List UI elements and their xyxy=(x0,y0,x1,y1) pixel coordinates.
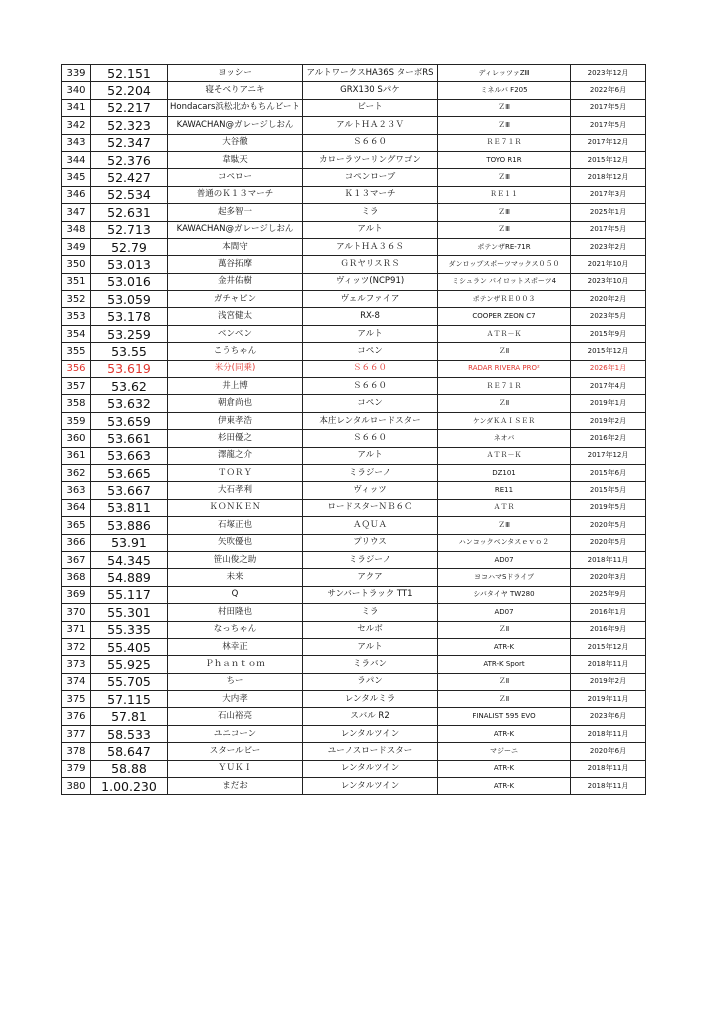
driver-name-cell: ＫＯＮＫＥＮ xyxy=(168,499,303,516)
lap-time-cell: 53.178 xyxy=(91,308,168,325)
table-row xyxy=(62,604,646,621)
table-row xyxy=(62,186,646,203)
rank-cell: 341 xyxy=(62,99,91,116)
car-model-cell: ミラバン xyxy=(303,656,438,673)
car-model-cell: ビート xyxy=(303,99,438,116)
car-model-cell: レンタルミラ xyxy=(303,691,438,708)
date-cell: 2020年2月 xyxy=(571,291,646,308)
table-row xyxy=(62,760,646,777)
driver-name-cell: 伊東孝浩 xyxy=(168,412,303,429)
tire-cell: ＺⅡ xyxy=(438,691,571,708)
car-model-cell: プリウス xyxy=(303,534,438,551)
tire-cell: ケンダＫＡＩＳＥＲ xyxy=(438,412,571,429)
car-model-cell: カローラツーリングワゴン xyxy=(303,151,438,168)
tire-cell: COOPER ZEON C7 xyxy=(438,308,571,325)
table-row xyxy=(62,343,646,360)
table-row xyxy=(62,534,646,551)
driver-name-cell: Ｐｈａｎｔｏｍ xyxy=(168,656,303,673)
table-row xyxy=(62,325,646,342)
table-row xyxy=(62,464,646,481)
tire-cell: ハンコックベンタスｅｖｏ２ xyxy=(438,534,571,551)
table-row xyxy=(62,656,646,673)
tire-cell: ミネルバ F205 xyxy=(438,82,571,99)
rank-cell: 368 xyxy=(62,569,91,586)
table-row xyxy=(62,569,646,586)
car-model-cell: Ｓ６６０ xyxy=(303,134,438,151)
tire-cell: RE11 xyxy=(438,482,571,499)
driver-name-cell: 金井佑樹 xyxy=(168,273,303,290)
driver-name-cell: ユニコーン xyxy=(168,725,303,742)
date-cell: 2016年1月 xyxy=(571,604,646,621)
rank-cell: 361 xyxy=(62,447,91,464)
rank-cell: 377 xyxy=(62,725,91,742)
car-model-cell: アルト xyxy=(303,447,438,464)
driver-name-cell: 石山裕亮 xyxy=(168,708,303,725)
driver-name-cell: 矢吹優也 xyxy=(168,534,303,551)
rank-cell: 373 xyxy=(62,656,91,673)
tire-cell: ダンロップスポーツマックス０５０ xyxy=(438,256,571,273)
lap-time-cell: 53.55 xyxy=(91,343,168,360)
tire-cell: ＺⅢ xyxy=(438,221,571,238)
car-model-cell: サンバートラック TT1 xyxy=(303,586,438,603)
table-row xyxy=(62,169,646,186)
rank-cell: 354 xyxy=(62,325,91,342)
car-model-cell: ヴィッツ(NCP91) xyxy=(303,273,438,290)
tire-cell: ＺⅡ xyxy=(438,343,571,360)
lap-time-cell: 52.79 xyxy=(91,238,168,255)
rank-cell: 360 xyxy=(62,430,91,447)
table-row xyxy=(62,743,646,760)
date-cell: 2020年6月 xyxy=(571,743,646,760)
lap-time-cell: 58.533 xyxy=(91,725,168,742)
table-row xyxy=(62,778,646,795)
tire-cell: ＺⅢ xyxy=(438,204,571,221)
date-cell: 2021年10月 xyxy=(571,256,646,273)
driver-name-cell: 米分(同乗) xyxy=(168,360,303,377)
table-row xyxy=(62,412,646,429)
lap-time-cell: 53.619 xyxy=(91,360,168,377)
lap-time-cell: 57.115 xyxy=(91,691,168,708)
lap-time-cell: 53.886 xyxy=(91,517,168,534)
table-row xyxy=(62,221,646,238)
table-row xyxy=(62,134,646,151)
tire-cell: ポテンザＲＥ００３ xyxy=(438,291,571,308)
driver-name-cell: 寝そべりアニキ xyxy=(168,82,303,99)
table-row xyxy=(62,708,646,725)
tire-cell: RADAR RIVERA PRO² xyxy=(438,360,571,377)
date-cell: 2018年11月 xyxy=(571,551,646,568)
rank-cell: 359 xyxy=(62,412,91,429)
tire-cell: ATR-K Sport xyxy=(438,656,571,673)
lap-time-cell: 58.88 xyxy=(91,760,168,777)
tire-cell: ＺⅡ xyxy=(438,673,571,690)
driver-name-cell: 笹山俊之助 xyxy=(168,551,303,568)
date-cell: 2019年1月 xyxy=(571,395,646,412)
tire-cell: ＡＴＲ－Ｋ xyxy=(438,325,571,342)
car-model-cell: レンタルツイン xyxy=(303,778,438,795)
car-model-cell: アルト xyxy=(303,638,438,655)
driver-name-cell: 朝倉尚也 xyxy=(168,395,303,412)
tire-cell: ATR-K xyxy=(438,638,571,655)
date-cell: 2017年5月 xyxy=(571,117,646,134)
rank-cell: 365 xyxy=(62,517,91,534)
rank-cell: 344 xyxy=(62,151,91,168)
tire-cell: ディレッツァZⅢ xyxy=(438,65,571,82)
tire-cell: ＺⅢ xyxy=(438,169,571,186)
car-model-cell: レンタルツイン xyxy=(303,760,438,777)
lap-time-cell: 52.204 xyxy=(91,82,168,99)
table-row xyxy=(62,308,646,325)
car-model-cell: ミラ xyxy=(303,604,438,621)
tire-cell: シバタイヤ TW280 xyxy=(438,586,571,603)
date-cell: 2016年2月 xyxy=(571,430,646,447)
driver-name-cell: 普通のＫ１３マーチ xyxy=(168,186,303,203)
driver-name-cell: ヨッシー xyxy=(168,65,303,82)
date-cell: 2017年12月 xyxy=(571,447,646,464)
rank-cell: 366 xyxy=(62,534,91,551)
driver-name-cell: こうちゃん xyxy=(168,343,303,360)
lap-time-cell: 53.811 xyxy=(91,499,168,516)
car-model-cell: ラパン xyxy=(303,673,438,690)
rank-cell: 349 xyxy=(62,238,91,255)
driver-name-cell: Hondacars浜松北かもちんビート xyxy=(168,99,303,116)
date-cell: 2026年1月 xyxy=(571,360,646,377)
rank-cell: 345 xyxy=(62,169,91,186)
driver-name-cell: KAWACHAN@ガレージしおん xyxy=(168,117,303,134)
table-row xyxy=(62,638,646,655)
date-cell: 2015年12月 xyxy=(571,151,646,168)
lap-time-cell: 53.259 xyxy=(91,325,168,342)
driver-name-cell: ＴＯＲＹ xyxy=(168,464,303,481)
car-model-cell: ヴェルファイア xyxy=(303,291,438,308)
date-cell: 2020年3月 xyxy=(571,569,646,586)
date-cell: 2015年5月 xyxy=(571,482,646,499)
driver-name-cell: 本間守 xyxy=(168,238,303,255)
date-cell: 2023年5月 xyxy=(571,308,646,325)
car-model-cell: アルト xyxy=(303,325,438,342)
driver-name-cell: 大内孝 xyxy=(168,691,303,708)
car-model-cell: Ｓ６６０ xyxy=(303,430,438,447)
rank-cell: 351 xyxy=(62,273,91,290)
car-model-cell: Ｓ６６０ xyxy=(303,360,438,377)
car-model-cell: ミラジーノ xyxy=(303,551,438,568)
rank-cell: 378 xyxy=(62,743,91,760)
lap-time-cell: 52.323 xyxy=(91,117,168,134)
driver-name-cell: 大谷徹 xyxy=(168,134,303,151)
date-cell: 2018年11月 xyxy=(571,778,646,795)
rank-cell: 370 xyxy=(62,604,91,621)
driver-name-cell: 萬谷拓摩 xyxy=(168,256,303,273)
driver-name-cell: ちー xyxy=(168,673,303,690)
car-model-cell: セルボ xyxy=(303,621,438,638)
car-model-cell: アクア xyxy=(303,569,438,586)
lap-time-cell: 53.661 xyxy=(91,430,168,447)
table-row xyxy=(62,82,646,99)
date-cell: 2023年12月 xyxy=(571,65,646,82)
table-row xyxy=(62,238,646,255)
car-model-cell: 本庄レンタルロードスター xyxy=(303,412,438,429)
car-model-cell: Ｋ１３マーチ xyxy=(303,186,438,203)
car-model-cell: ロードスターＮＢ６Ｃ xyxy=(303,499,438,516)
table-row xyxy=(62,378,646,395)
date-cell: 2023年10月 xyxy=(571,273,646,290)
driver-name-cell: KAWACHAN@ガレージしおん xyxy=(168,221,303,238)
lap-time-cell: 55.405 xyxy=(91,638,168,655)
date-cell: 2020年5月 xyxy=(571,517,646,534)
lap-time-cell: 53.665 xyxy=(91,464,168,481)
lap-time-cell: 55.705 xyxy=(91,673,168,690)
lap-time-cell: 57.81 xyxy=(91,708,168,725)
car-model-cell: コペンローブ xyxy=(303,169,438,186)
driver-name-cell: 澤龍之介 xyxy=(168,447,303,464)
rank-cell: 376 xyxy=(62,708,91,725)
lap-time-cell: 52.713 xyxy=(91,221,168,238)
tire-cell: ネオバ xyxy=(438,430,571,447)
date-cell: 2023年2月 xyxy=(571,238,646,255)
table-row xyxy=(62,256,646,273)
lap-time-cell: 52.534 xyxy=(91,186,168,203)
tire-cell: ＺⅢ xyxy=(438,517,571,534)
driver-name-cell: 浅宮健太 xyxy=(168,308,303,325)
rank-cell: 340 xyxy=(62,82,91,99)
table-row xyxy=(62,360,646,377)
car-model-cell: アルトワークスHA36S ターボRS xyxy=(303,65,438,82)
tire-cell: ポテンザRE-71R xyxy=(438,238,571,255)
date-cell: 2017年12月 xyxy=(571,134,646,151)
rank-cell: 352 xyxy=(62,291,91,308)
driver-name-cell: 井上博 xyxy=(168,378,303,395)
car-model-cell: レンタルツイン xyxy=(303,725,438,742)
date-cell: 2015年12月 xyxy=(571,638,646,655)
date-cell: 2020年5月 xyxy=(571,534,646,551)
table-row xyxy=(62,725,646,742)
driver-name-cell: 石塚正也 xyxy=(168,517,303,534)
tire-cell: AD07 xyxy=(438,604,571,621)
driver-name-cell: コペロー xyxy=(168,169,303,186)
car-model-cell: GRX130 Sパケ xyxy=(303,82,438,99)
lap-time-cell: 58.647 xyxy=(91,743,168,760)
lap-time-cell: 53.91 xyxy=(91,534,168,551)
lap-time-cell: 53.013 xyxy=(91,256,168,273)
table-row xyxy=(62,273,646,290)
table-row xyxy=(62,430,646,447)
rank-cell: 362 xyxy=(62,464,91,481)
date-cell: 2025年1月 xyxy=(571,204,646,221)
car-model-cell: アルトＨＡ２３Ｖ xyxy=(303,117,438,134)
tire-cell: ＺⅡ xyxy=(438,395,571,412)
date-cell: 2018年11月 xyxy=(571,725,646,742)
rank-cell: 346 xyxy=(62,186,91,203)
tire-cell: ＺⅢ xyxy=(438,117,571,134)
lap-time-cell: 52.376 xyxy=(91,151,168,168)
lap-time-cell: 52.347 xyxy=(91,134,168,151)
date-cell: 2025年9月 xyxy=(571,586,646,603)
table-row xyxy=(62,447,646,464)
lap-time-cell: 54.889 xyxy=(91,569,168,586)
table-row xyxy=(62,673,646,690)
car-model-cell: コペン xyxy=(303,343,438,360)
lap-time-cell: 55.335 xyxy=(91,621,168,638)
car-model-cell: ＡＱＵＡ xyxy=(303,517,438,534)
table-row xyxy=(62,151,646,168)
table-row xyxy=(62,395,646,412)
driver-name-cell: まだお xyxy=(168,778,303,795)
lap-time-cell: 53.663 xyxy=(91,447,168,464)
rank-cell: 375 xyxy=(62,691,91,708)
lap-time-cell: 55.301 xyxy=(91,604,168,621)
lap-time-ranking-table xyxy=(61,64,646,795)
lap-time-cell: 55.925 xyxy=(91,656,168,673)
tire-cell: DZ101 xyxy=(438,464,571,481)
date-cell: 2019年11月 xyxy=(571,691,646,708)
tire-cell: ＲＥ７１Ｒ xyxy=(438,378,571,395)
tire-cell: ＺⅢ xyxy=(438,99,571,116)
tire-cell: ＲＥ１１ xyxy=(438,186,571,203)
driver-name-cell: 林幸正 xyxy=(168,638,303,655)
driver-name-cell: ベンベン xyxy=(168,325,303,342)
driver-name-cell: 韋駄天 xyxy=(168,151,303,168)
driver-name-cell: 村田隆也 xyxy=(168,604,303,621)
car-model-cell: アルトＨＡ３６Ｓ xyxy=(303,238,438,255)
tire-cell: ヨコハマSドライブ xyxy=(438,569,571,586)
tire-cell: FINALIST 595 EVO xyxy=(438,708,571,725)
table-row xyxy=(62,691,646,708)
rank-cell: 350 xyxy=(62,256,91,273)
car-model-cell: ＧＲヤリスＲＳ xyxy=(303,256,438,273)
driver-name-cell: 杉田優之 xyxy=(168,430,303,447)
rank-cell: 356 xyxy=(62,360,91,377)
rank-cell: 374 xyxy=(62,673,91,690)
date-cell: 2017年5月 xyxy=(571,221,646,238)
driver-name-cell: 大石孝利 xyxy=(168,482,303,499)
driver-name-cell: なっちゃん xyxy=(168,621,303,638)
lap-time-cell: 54.345 xyxy=(91,551,168,568)
lap-time-cell: 52.151 xyxy=(91,65,168,82)
rank-cell: 379 xyxy=(62,760,91,777)
car-model-cell: アルト xyxy=(303,221,438,238)
lap-time-cell: 52.631 xyxy=(91,204,168,221)
lap-time-cell: 55.117 xyxy=(91,586,168,603)
rank-cell: 380 xyxy=(62,778,91,795)
rank-cell: 371 xyxy=(62,621,91,638)
tire-cell: ATR-K xyxy=(438,760,571,777)
tire-cell: ＺⅡ xyxy=(438,621,571,638)
rank-cell: 353 xyxy=(62,308,91,325)
tire-cell: ミシュラン パイロットスポーツ4 xyxy=(438,273,571,290)
table-row xyxy=(62,204,646,221)
lap-time-cell: 1.00.230 xyxy=(91,778,168,795)
driver-name-cell: 起多智一 xyxy=(168,204,303,221)
date-cell: 2015年6月 xyxy=(571,464,646,481)
tire-cell: ATR-K xyxy=(438,725,571,742)
table-row xyxy=(62,517,646,534)
rank-cell: 342 xyxy=(62,117,91,134)
tire-cell: TOYO R1R xyxy=(438,151,571,168)
tire-cell: ATR-K xyxy=(438,778,571,795)
date-cell: 2022年6月 xyxy=(571,82,646,99)
date-cell: 2019年2月 xyxy=(571,673,646,690)
date-cell: 2017年3月 xyxy=(571,186,646,203)
lap-time-cell: 53.016 xyxy=(91,273,168,290)
rank-cell: 348 xyxy=(62,221,91,238)
table-row xyxy=(62,621,646,638)
lap-time-cell: 52.427 xyxy=(91,169,168,186)
driver-name-cell: ＹＵＫＩ xyxy=(168,760,303,777)
date-cell: 2016年9月 xyxy=(571,621,646,638)
date-cell: 2015年9月 xyxy=(571,325,646,342)
driver-name-cell: Q xyxy=(168,586,303,603)
table-row xyxy=(62,586,646,603)
date-cell: 2017年4月 xyxy=(571,378,646,395)
table-row xyxy=(62,499,646,516)
car-model-cell: ヴィッツ xyxy=(303,482,438,499)
date-cell: 2019年5月 xyxy=(571,499,646,516)
rank-cell: 372 xyxy=(62,638,91,655)
table-row xyxy=(62,117,646,134)
date-cell: 2015年12月 xyxy=(571,343,646,360)
driver-name-cell: 未来 xyxy=(168,569,303,586)
lap-time-cell: 53.659 xyxy=(91,412,168,429)
table-row xyxy=(62,99,646,116)
tire-cell: マジーニ xyxy=(438,743,571,760)
car-model-cell: ミラジーノ xyxy=(303,464,438,481)
date-cell: 2017年5月 xyxy=(571,99,646,116)
date-cell: 2023年6月 xyxy=(571,708,646,725)
rank-cell: 369 xyxy=(62,586,91,603)
car-model-cell: Ｓ６６０ xyxy=(303,378,438,395)
date-cell: 2018年11月 xyxy=(571,760,646,777)
car-model-cell: スバル R2 xyxy=(303,708,438,725)
rank-cell: 357 xyxy=(62,378,91,395)
date-cell: 2018年12月 xyxy=(571,169,646,186)
rank-cell: 339 xyxy=(62,65,91,82)
rank-cell: 355 xyxy=(62,343,91,360)
driver-name-cell: スタールビー xyxy=(168,743,303,760)
car-model-cell: ユーノスロードスター xyxy=(303,743,438,760)
table-row xyxy=(62,482,646,499)
date-cell: 2019年2月 xyxy=(571,412,646,429)
table-row xyxy=(62,291,646,308)
tire-cell: ＡＴＲ xyxy=(438,499,571,516)
lap-time-cell: 53.632 xyxy=(91,395,168,412)
car-model-cell: RX-8 xyxy=(303,308,438,325)
lap-time-cell: 52.217 xyxy=(91,99,168,116)
rank-cell: 364 xyxy=(62,499,91,516)
rank-cell: 343 xyxy=(62,134,91,151)
tire-cell: AD07 xyxy=(438,551,571,568)
lap-time-cell: 53.62 xyxy=(91,378,168,395)
rank-cell: 358 xyxy=(62,395,91,412)
tire-cell: ＲＥ７１Ｒ xyxy=(438,134,571,151)
table-row xyxy=(62,65,646,82)
ranking-table-body xyxy=(62,65,646,795)
lap-time-cell: 53.667 xyxy=(91,482,168,499)
car-model-cell: コペン xyxy=(303,395,438,412)
car-model-cell: ミラ xyxy=(303,204,438,221)
table-row xyxy=(62,551,646,568)
driver-name-cell: ガチャピン xyxy=(168,291,303,308)
rank-cell: 347 xyxy=(62,204,91,221)
lap-time-cell: 53.059 xyxy=(91,291,168,308)
tire-cell: ＡＴＲ－Ｋ xyxy=(438,447,571,464)
rank-cell: 363 xyxy=(62,482,91,499)
rank-cell: 367 xyxy=(62,551,91,568)
date-cell: 2018年11月 xyxy=(571,656,646,673)
